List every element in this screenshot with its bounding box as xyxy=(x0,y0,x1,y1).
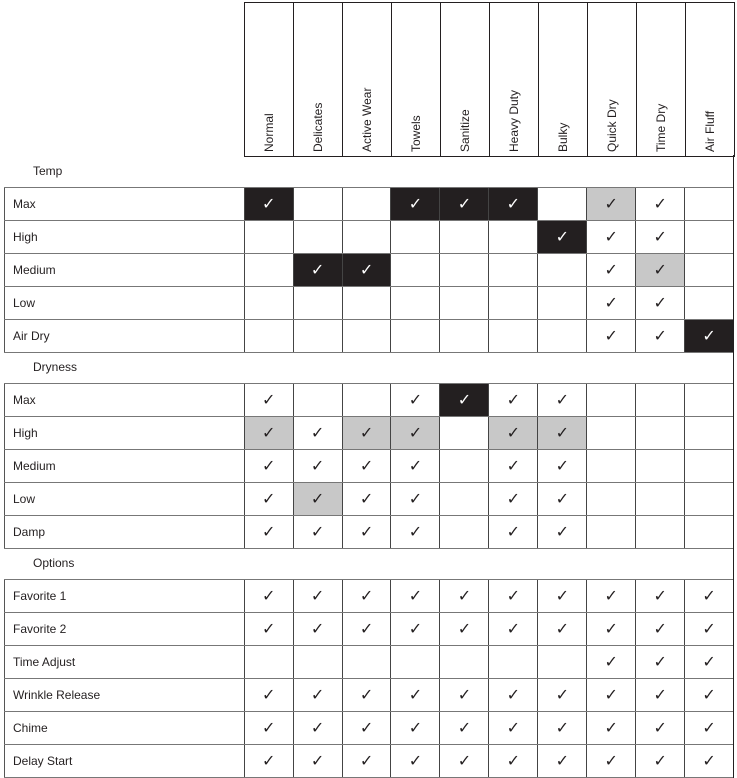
checkmark-icon: ✓ xyxy=(342,483,391,515)
table-row xyxy=(4,383,733,416)
empty-cell xyxy=(684,417,733,449)
checkmark-icon: ✓ xyxy=(488,188,537,220)
empty-cell xyxy=(293,221,342,253)
empty-cell xyxy=(439,516,488,548)
column-header xyxy=(440,3,489,156)
empty-cell xyxy=(390,254,439,286)
checkmark-icon: ✓ xyxy=(342,450,391,482)
empty-cell xyxy=(244,221,293,253)
checkmark-icon: ✓ xyxy=(537,417,586,449)
checkmark-icon: ✓ xyxy=(586,613,635,645)
empty-cell xyxy=(439,483,488,515)
empty-cell xyxy=(684,483,733,515)
checkmark-icon: ✓ xyxy=(390,450,439,482)
column-header-label: Quick Dry xyxy=(605,99,619,152)
checkmark-icon: ✓ xyxy=(586,287,635,319)
checkmark-icon: ✓ xyxy=(684,679,733,711)
row-label: Air Dry xyxy=(4,320,244,352)
checkmark-icon: ✓ xyxy=(488,516,537,548)
empty-cell xyxy=(635,384,684,416)
checkmark-icon: ✓ xyxy=(244,516,293,548)
empty-cell xyxy=(244,254,293,286)
column-header xyxy=(587,3,636,156)
checkmark-icon: ✓ xyxy=(488,384,537,416)
empty-cell xyxy=(342,320,391,352)
empty-cell xyxy=(537,188,586,220)
column-header xyxy=(538,3,587,156)
empty-cell xyxy=(439,450,488,482)
checkmark-icon: ✓ xyxy=(537,613,586,645)
empty-cell xyxy=(488,320,537,352)
checkmark-icon: ✓ xyxy=(244,417,293,449)
empty-cell xyxy=(537,287,586,319)
checkmark-icon: ✓ xyxy=(684,712,733,744)
checkmark-icon: ✓ xyxy=(342,254,391,286)
column-header-label: Sanitize xyxy=(458,109,472,152)
table-row xyxy=(4,678,733,711)
empty-cell xyxy=(537,254,586,286)
empty-cell xyxy=(439,320,488,352)
checkmark-icon: ✓ xyxy=(488,580,537,612)
row-label: Low xyxy=(4,287,244,319)
table-row xyxy=(4,645,733,678)
empty-cell xyxy=(537,646,586,678)
checkmark-icon: ✓ xyxy=(390,384,439,416)
empty-cell xyxy=(684,188,733,220)
checkmark-icon: ✓ xyxy=(342,712,391,744)
checkmark-icon: ✓ xyxy=(439,384,488,416)
checkmark-icon: ✓ xyxy=(537,712,586,744)
checkmark-icon: ✓ xyxy=(684,646,733,678)
empty-cell xyxy=(488,646,537,678)
column-header-label: Air Fluff xyxy=(703,110,717,152)
checkmark-icon: ✓ xyxy=(342,613,391,645)
checkmark-icon: ✓ xyxy=(390,712,439,744)
checkmark-icon: ✓ xyxy=(342,516,391,548)
checkmark-icon: ✓ xyxy=(537,221,586,253)
checkmark-icon: ✓ xyxy=(488,712,537,744)
right-border xyxy=(733,547,734,579)
checkmark-icon: ✓ xyxy=(244,384,293,416)
checkmark-icon: ✓ xyxy=(293,254,342,286)
options-table xyxy=(4,579,734,778)
checkmark-icon: ✓ xyxy=(293,450,342,482)
checkmark-icon: ✓ xyxy=(635,745,684,777)
empty-cell xyxy=(293,384,342,416)
column-header-label: Delicates xyxy=(311,102,325,152)
checkmark-icon: ✓ xyxy=(586,646,635,678)
empty-cell xyxy=(342,188,391,220)
checkmark-icon: ✓ xyxy=(586,580,635,612)
checkmark-icon: ✓ xyxy=(244,679,293,711)
table-row xyxy=(4,253,733,286)
checkmark-icon: ✓ xyxy=(586,679,635,711)
row-label: Favorite 2 xyxy=(4,613,244,645)
empty-cell xyxy=(488,254,537,286)
row-label: Low xyxy=(4,483,244,515)
checkmark-icon: ✓ xyxy=(635,221,684,253)
checkmark-icon: ✓ xyxy=(537,516,586,548)
row-label: Chime xyxy=(4,712,244,744)
column-header-label: Towels xyxy=(409,115,423,152)
empty-cell xyxy=(586,516,635,548)
empty-cell xyxy=(537,320,586,352)
empty-cell xyxy=(488,221,537,253)
checkmark-icon: ✓ xyxy=(586,745,635,777)
empty-cell xyxy=(635,450,684,482)
row-label: Damp xyxy=(4,516,244,548)
checkmark-icon: ✓ xyxy=(586,188,635,220)
checkmark-icon: ✓ xyxy=(293,712,342,744)
empty-cell xyxy=(586,384,635,416)
empty-cell xyxy=(390,221,439,253)
empty-cell xyxy=(439,287,488,319)
table-row xyxy=(4,286,733,319)
column-header xyxy=(636,3,685,156)
column-header-label: Active Wear xyxy=(360,87,374,152)
column-header xyxy=(391,3,440,156)
checkmark-icon: ✓ xyxy=(635,646,684,678)
checkmark-icon: ✓ xyxy=(537,450,586,482)
empty-cell xyxy=(342,287,391,319)
table-row xyxy=(4,416,733,449)
column-header xyxy=(342,3,391,156)
table-row xyxy=(4,711,733,744)
row-label: Delay Start xyxy=(4,745,244,777)
checkmark-icon: ✓ xyxy=(488,450,537,482)
table-row xyxy=(4,187,733,220)
checkmark-icon: ✓ xyxy=(537,580,586,612)
row-label: Medium xyxy=(4,254,244,286)
row-label: Wrinkle Release xyxy=(4,679,244,711)
empty-cell xyxy=(342,646,391,678)
checkmark-icon: ✓ xyxy=(244,450,293,482)
row-label: Favorite 1 xyxy=(4,580,244,612)
checkmark-icon: ✓ xyxy=(390,745,439,777)
checkmark-icon: ✓ xyxy=(244,188,293,220)
empty-cell xyxy=(293,287,342,319)
section-label-options: Options xyxy=(33,556,75,570)
empty-cell xyxy=(684,384,733,416)
checkmark-icon: ✓ xyxy=(439,580,488,612)
empty-cell xyxy=(586,417,635,449)
column-header-label: Bulky xyxy=(556,122,570,152)
dryness-table xyxy=(4,383,734,549)
checkmark-icon: ✓ xyxy=(635,679,684,711)
empty-cell xyxy=(390,320,439,352)
table-row xyxy=(4,449,733,482)
checkmark-icon: ✓ xyxy=(439,613,488,645)
row-label: Medium xyxy=(4,450,244,482)
table-row xyxy=(4,319,733,353)
checkmark-icon: ✓ xyxy=(244,745,293,777)
checkmark-icon: ✓ xyxy=(244,580,293,612)
checkmark-icon: ✓ xyxy=(635,712,684,744)
empty-cell xyxy=(390,646,439,678)
checkmark-icon: ✓ xyxy=(293,483,342,515)
table-row xyxy=(4,482,733,515)
checkmark-icon: ✓ xyxy=(342,745,391,777)
checkmark-icon: ✓ xyxy=(439,188,488,220)
empty-cell xyxy=(293,320,342,352)
right-border xyxy=(733,155,734,187)
column-header xyxy=(489,3,538,156)
checkmark-icon: ✓ xyxy=(488,745,537,777)
checkmark-icon: ✓ xyxy=(244,712,293,744)
checkmark-icon: ✓ xyxy=(635,287,684,319)
empty-cell xyxy=(488,287,537,319)
checkmark-icon: ✓ xyxy=(244,613,293,645)
checkmark-icon: ✓ xyxy=(488,679,537,711)
checkmark-icon: ✓ xyxy=(390,188,439,220)
checkmark-icon: ✓ xyxy=(390,613,439,645)
column-header-label: Normal xyxy=(262,113,276,152)
row-label: Max xyxy=(4,384,244,416)
column-header-label: Time Dry xyxy=(654,103,668,152)
empty-cell xyxy=(684,287,733,319)
empty-cell xyxy=(244,646,293,678)
table-row xyxy=(4,220,733,253)
table-row xyxy=(4,515,733,549)
empty-cell xyxy=(439,254,488,286)
row-label: High xyxy=(4,221,244,253)
checkmark-icon: ✓ xyxy=(488,417,537,449)
checkmark-icon: ✓ xyxy=(635,188,684,220)
table-row xyxy=(4,744,733,778)
checkmark-icon: ✓ xyxy=(684,580,733,612)
row-label: High xyxy=(4,417,244,449)
empty-cell xyxy=(293,646,342,678)
empty-cell xyxy=(684,254,733,286)
checkmark-icon: ✓ xyxy=(293,516,342,548)
checkmark-icon: ✓ xyxy=(390,483,439,515)
checkmark-icon: ✓ xyxy=(635,254,684,286)
checkmark-icon: ✓ xyxy=(390,679,439,711)
empty-cell xyxy=(342,221,391,253)
checkmark-icon: ✓ xyxy=(586,221,635,253)
checkmark-icon: ✓ xyxy=(439,679,488,711)
empty-cell xyxy=(439,646,488,678)
column-header xyxy=(293,3,342,156)
row-label: Time Adjust xyxy=(4,646,244,678)
empty-cell xyxy=(293,188,342,220)
empty-cell xyxy=(635,483,684,515)
checkmark-icon: ✓ xyxy=(684,745,733,777)
empty-cell xyxy=(635,417,684,449)
checkmark-icon: ✓ xyxy=(635,320,684,352)
checkmark-icon: ✓ xyxy=(342,580,391,612)
section-label-dryness: Dryness xyxy=(33,360,78,374)
checkmark-icon: ✓ xyxy=(390,417,439,449)
empty-cell xyxy=(244,287,293,319)
checkmark-icon: ✓ xyxy=(293,580,342,612)
empty-cell xyxy=(684,450,733,482)
empty-cell xyxy=(439,221,488,253)
right-border xyxy=(733,351,734,383)
empty-cell xyxy=(635,516,684,548)
checkmark-icon: ✓ xyxy=(537,679,586,711)
checkmark-icon: ✓ xyxy=(635,580,684,612)
empty-cell xyxy=(684,516,733,548)
checkmark-icon: ✓ xyxy=(390,516,439,548)
checkmark-icon: ✓ xyxy=(537,384,586,416)
cycle-column-headers xyxy=(244,2,735,157)
column-header xyxy=(685,3,735,156)
checkmark-icon: ✓ xyxy=(635,613,684,645)
empty-cell xyxy=(244,320,293,352)
checkmark-icon: ✓ xyxy=(586,712,635,744)
checkmark-icon: ✓ xyxy=(342,679,391,711)
checkmark-icon: ✓ xyxy=(488,483,537,515)
empty-cell xyxy=(586,450,635,482)
checkmark-icon: ✓ xyxy=(684,613,733,645)
section-label-temp: Temp xyxy=(33,164,63,178)
checkmark-icon: ✓ xyxy=(390,580,439,612)
checkmark-icon: ✓ xyxy=(537,483,586,515)
empty-cell xyxy=(586,483,635,515)
empty-cell xyxy=(439,417,488,449)
column-header-label: Heavy Duty xyxy=(507,89,521,152)
empty-cell xyxy=(342,384,391,416)
checkmark-icon: ✓ xyxy=(439,712,488,744)
table-row xyxy=(4,579,733,612)
checkmark-icon: ✓ xyxy=(684,320,733,352)
checkmark-icon: ✓ xyxy=(586,254,635,286)
temp-table xyxy=(4,187,734,353)
checkmark-icon: ✓ xyxy=(586,320,635,352)
checkmark-icon: ✓ xyxy=(293,417,342,449)
checkmark-icon: ✓ xyxy=(293,745,342,777)
checkmark-icon: ✓ xyxy=(342,417,391,449)
table-row xyxy=(4,612,733,645)
checkmark-icon: ✓ xyxy=(244,483,293,515)
empty-cell xyxy=(684,221,733,253)
column-header xyxy=(244,3,293,156)
checkmark-icon: ✓ xyxy=(537,745,586,777)
checkmark-icon: ✓ xyxy=(439,745,488,777)
checkmark-icon: ✓ xyxy=(293,679,342,711)
checkmark-icon: ✓ xyxy=(488,613,537,645)
checkmark-icon: ✓ xyxy=(293,613,342,645)
row-label: Max xyxy=(4,188,244,220)
empty-cell xyxy=(390,287,439,319)
